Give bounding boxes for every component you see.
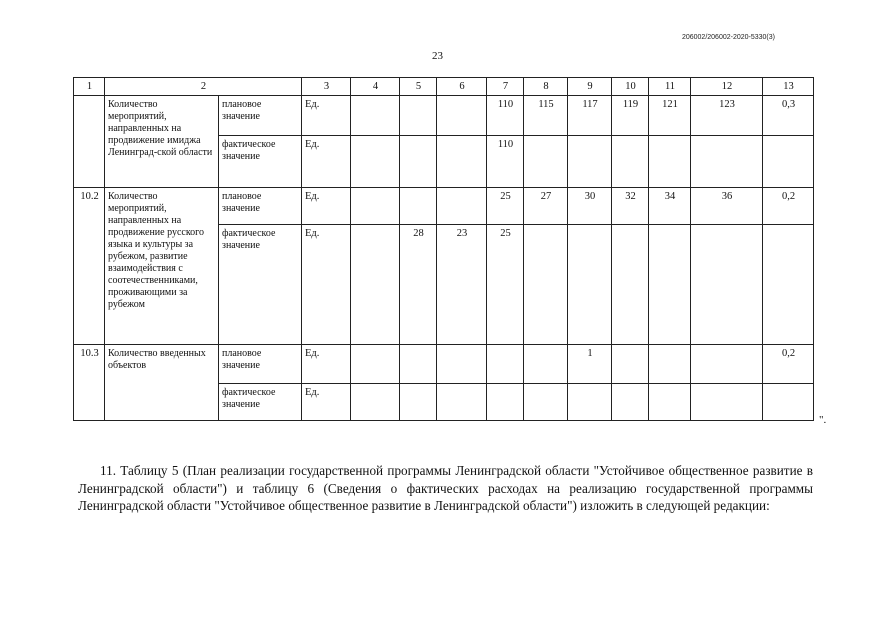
indicator-name-cell: Количество мероприятий, направленных на продвижение имиджа Ленинград-ской области [105, 96, 219, 188]
header-cell: 9 [568, 78, 612, 96]
value-cell: 27 [524, 188, 568, 225]
value-cell: 30 [568, 188, 612, 225]
indicator-name-cell: Количество введенных объектов [105, 345, 219, 421]
value-cell [400, 96, 437, 136]
value-cell [437, 384, 487, 421]
value-cell [400, 384, 437, 421]
indicator-name-cell: Количество мероприятий, направленных на продвижение русского языка и культуры за рубежом, развитие взаимодействия с соотечественниками, проживающими за рубежом [105, 188, 219, 345]
value-cell [437, 136, 487, 188]
value-type-cell: фактическое значение [219, 225, 302, 345]
value-cell [649, 384, 691, 421]
value-type-cell: плановое значение [219, 345, 302, 384]
value-cell [612, 136, 649, 188]
value-type-cell: фактическое значение [219, 136, 302, 188]
header-cell: 6 [437, 78, 487, 96]
value-cell [400, 345, 437, 384]
value-cell: 36 [691, 188, 763, 225]
value-cell [612, 225, 649, 345]
value-cell [691, 136, 763, 188]
indicators-table [73, 77, 814, 421]
value-cell: 0,3 [763, 96, 814, 136]
value-cell [351, 345, 400, 384]
value-cell: 25 [487, 225, 524, 345]
table-row [74, 96, 814, 136]
value-cell: 123 [691, 96, 763, 136]
header-cell: 12 [691, 78, 763, 96]
document-id: 206002/206002-2020-5330(3) [681, 34, 775, 41]
value-type-cell: плановое значение [219, 188, 302, 225]
value-type-cell: фактическое значение [219, 384, 302, 421]
value-cell [568, 136, 612, 188]
value-cell: 23 [437, 225, 487, 345]
value-cell [649, 136, 691, 188]
value-cell [351, 136, 400, 188]
unit-cell: Ед. [302, 384, 351, 421]
header-cell: 7 [487, 78, 524, 96]
value-cell [400, 136, 437, 188]
value-cell [351, 384, 400, 421]
header-cell: 11 [649, 78, 691, 96]
value-type-cell: плановое значение [219, 96, 302, 136]
value-cell: 117 [568, 96, 612, 136]
unit-cell: Ед. [302, 225, 351, 345]
value-cell [437, 188, 487, 225]
value-cell [437, 96, 487, 136]
value-cell [487, 345, 524, 384]
value-cell [649, 225, 691, 345]
value-cell [691, 345, 763, 384]
value-cell: 28 [400, 225, 437, 345]
value-cell: 121 [649, 96, 691, 136]
row-number-cell [74, 96, 105, 188]
header-cell: 5 [400, 78, 437, 96]
value-cell [524, 345, 568, 384]
row-number-cell: 10.3 [74, 345, 105, 421]
value-cell [487, 384, 524, 421]
table-row [74, 345, 814, 384]
header-cell: 1 [74, 78, 105, 96]
value-cell [612, 384, 649, 421]
value-cell [400, 188, 437, 225]
header-cell: 8 [524, 78, 568, 96]
value-cell [649, 345, 691, 384]
value-cell: 25 [487, 188, 524, 225]
value-cell: 110 [487, 96, 524, 136]
closing-quote: ". [819, 414, 827, 426]
table-row [74, 188, 814, 225]
unit-cell: Ед. [302, 188, 351, 225]
value-cell [524, 136, 568, 188]
value-cell [524, 384, 568, 421]
value-cell [763, 136, 814, 188]
unit-cell: Ед. [302, 96, 351, 136]
header-cell: 13 [763, 78, 814, 96]
unit-cell: Ед. [302, 345, 351, 384]
unit-cell: Ед. [302, 136, 351, 188]
value-cell [351, 225, 400, 345]
page-number: 23 [432, 50, 443, 62]
value-cell [612, 345, 649, 384]
table-body [74, 96, 814, 421]
value-cell: 119 [612, 96, 649, 136]
header-cell: 2 [105, 78, 302, 96]
value-cell: 110 [487, 136, 524, 188]
header-cell: 4 [351, 78, 400, 96]
value-cell: 1 [568, 345, 612, 384]
row-number-cell: 10.2 [74, 188, 105, 345]
value-cell [351, 96, 400, 136]
value-cell [568, 225, 612, 345]
header-cell: 3 [302, 78, 351, 96]
value-cell [691, 225, 763, 345]
value-cell [524, 225, 568, 345]
value-cell: 32 [612, 188, 649, 225]
value-cell: 0,2 [763, 345, 814, 384]
value-cell [568, 384, 612, 421]
value-cell: 115 [524, 96, 568, 136]
value-cell: 0,2 [763, 188, 814, 225]
header-cell: 10 [612, 78, 649, 96]
value-cell: 34 [649, 188, 691, 225]
table-header-row [74, 78, 814, 96]
value-cell [691, 384, 763, 421]
value-cell [763, 225, 814, 345]
value-cell [351, 188, 400, 225]
value-cell [763, 384, 814, 421]
value-cell [437, 345, 487, 384]
paragraph-11: 11. Таблицу 5 (План реализации государственной программы Ленинградской области "Устойчивое общественное развитие в Ленинградской области") и таблицу 6 (Сведения о фактических расходах на реализацию государственной программы Ленинградской области "Устойчивое общественное развитие в Ленинградской области") изложить в следующей редакции: [78, 463, 813, 513]
